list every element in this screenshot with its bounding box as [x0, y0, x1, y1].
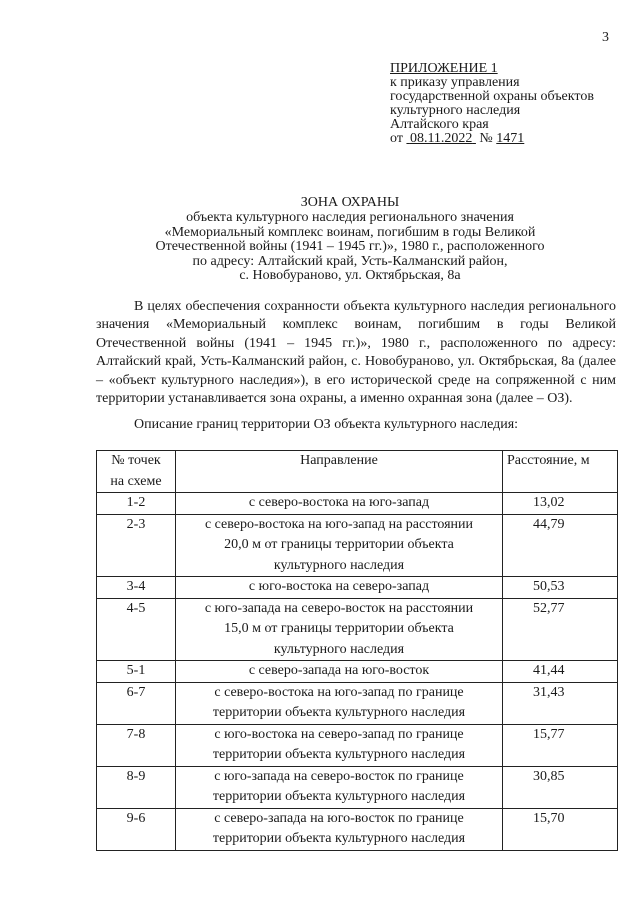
- body-paragraph: В целях обеспечения сохранности объекта культурного наследия регионального значения «Мемориальный комплекс воинам, погибшим в годы Великой Отечественной войны (1941 – 1945 гг.)», 1980 г., расположенного по адресу: Алтайский край, Усть-Калманский район, с. Новобураново, ул. Октябрьская, 8а (далее – «объект культурного наследия»), в его исторической среде на сопряженной с ним территории устанавливается зона охраны, а именно охранная зона (далее – ОЗ).: [96, 299, 616, 407]
- direction-line: культурного наследия: [273, 641, 405, 657]
- cell-distance: 41,44: [503, 661, 618, 683]
- direction-line: с юго-востока на северо-запад: [248, 579, 430, 594]
- direction-line: территории объекта культурного наследия: [212, 831, 466, 846]
- appendix-line: Алтайского края: [390, 117, 489, 132]
- number-sign: №: [479, 131, 493, 146]
- direction-line: 15,0 м от границы территории объекта: [224, 621, 454, 636]
- cell-direction: [176, 493, 503, 515]
- cell-distance: 15,70: [503, 808, 618, 850]
- table-row: [97, 808, 618, 850]
- direction-line: культурного наследия: [273, 557, 405, 573]
- cell-points: 2-3: [97, 514, 176, 577]
- direction-line: с северо-востока на юго-запад: [248, 495, 430, 510]
- appendix-line: государственной охраны объектов: [390, 89, 594, 104]
- table-body: [97, 493, 618, 851]
- header-distance: Расстояние, м: [503, 451, 618, 493]
- cell-distance: 13,02: [503, 493, 618, 515]
- direction-line: 20,0 м от границы территории объекта: [224, 537, 454, 552]
- direction-line: с юго-запада на северо-восток на расстоянии: [204, 600, 474, 616]
- cell-distance: 31,43: [503, 682, 618, 724]
- cell-points: 1-2: [97, 493, 176, 515]
- cell-direction: [176, 577, 503, 599]
- title-line: с. Новобураново, ул. Октябрьская, 8а: [239, 268, 461, 284]
- direction-line: с северо-запада на юго-восток: [248, 663, 430, 678]
- cell-points: 3-4: [97, 577, 176, 599]
- direction-line: с юго-запада на северо-восток по границе: [214, 768, 464, 784]
- cell-direction: [176, 808, 503, 850]
- direction-line: территории объекта культурного наследия: [212, 747, 466, 762]
- order-date: 08.11.2022: [409, 131, 473, 146]
- table-row: [97, 598, 618, 661]
- title-zone: ЗОНА ОХРАНЫ: [300, 195, 400, 210]
- document-title: [130, 196, 570, 283]
- cell-points: 4-5: [97, 598, 176, 661]
- table-row: [97, 577, 618, 599]
- boundary-description-intro: Описание границ территории ОЗ объекта культурного наследия:: [134, 417, 519, 432]
- direction-line: с северо-востока на юго-запад по границе: [214, 684, 464, 700]
- cell-points: 6-7: [97, 682, 176, 724]
- cell-direction: [176, 598, 503, 661]
- table-row: [97, 493, 618, 515]
- cell-distance: 50,53: [503, 577, 618, 599]
- order-number: 1471: [496, 131, 525, 146]
- title-line: объекта культурного наследия регионального значения: [186, 210, 514, 226]
- cell-points: 5-1: [97, 661, 176, 683]
- table-row: [97, 682, 618, 724]
- title-line: «Мемориальный комплекс воинам, погибшим в годы Великой: [164, 224, 536, 240]
- direction-line: с северо-запада на юго-восток по границе: [214, 810, 464, 826]
- direction-line: с северо-востока на юго-запад на расстоянии: [204, 516, 474, 532]
- page-number: 3: [602, 30, 609, 45]
- cell-distance: 15,77: [503, 724, 618, 766]
- table-row: [97, 514, 618, 577]
- header-direction: Направление: [176, 451, 503, 493]
- title-line: по адресу: Алтайский край, Усть-Калманский район,: [192, 253, 508, 269]
- cell-direction: [176, 766, 503, 808]
- direction-line: территории объекта культурного наследия: [212, 705, 466, 720]
- cell-direction: [176, 682, 503, 724]
- cell-distance: 44,79: [503, 514, 618, 577]
- order-date-line: [390, 132, 594, 146]
- cell-distance: 30,85: [503, 766, 618, 808]
- cell-points: 9-6: [97, 808, 176, 850]
- appendix-line: культурного наследия: [390, 103, 521, 118]
- cell-direction: [176, 661, 503, 683]
- header-points: № точек на схеме: [97, 451, 176, 493]
- appendix-line: к приказу управления: [390, 75, 520, 90]
- direction-line: с юго-востока на северо-запад по границе: [214, 726, 464, 742]
- title-line: Отечественной войны (1941 – 1945 гг.)», 1980 г., расположенного: [155, 239, 545, 255]
- appendix-block: [390, 62, 594, 146]
- table-row: [97, 724, 618, 766]
- cell-direction: [176, 724, 503, 766]
- table-header-row: [97, 451, 618, 493]
- cell-points: 7-8: [97, 724, 176, 766]
- table-row: [97, 766, 618, 808]
- cell-direction: [176, 514, 503, 577]
- table-row: [97, 661, 618, 683]
- cell-points: 8-9: [97, 766, 176, 808]
- date-prefix: от: [390, 131, 403, 146]
- appendix-heading: ПРИЛОЖЕНИЕ 1: [390, 61, 498, 76]
- cell-distance: 52,77: [503, 598, 618, 661]
- direction-line: территории объекта культурного наследия: [212, 789, 466, 804]
- boundary-table: [96, 450, 618, 851]
